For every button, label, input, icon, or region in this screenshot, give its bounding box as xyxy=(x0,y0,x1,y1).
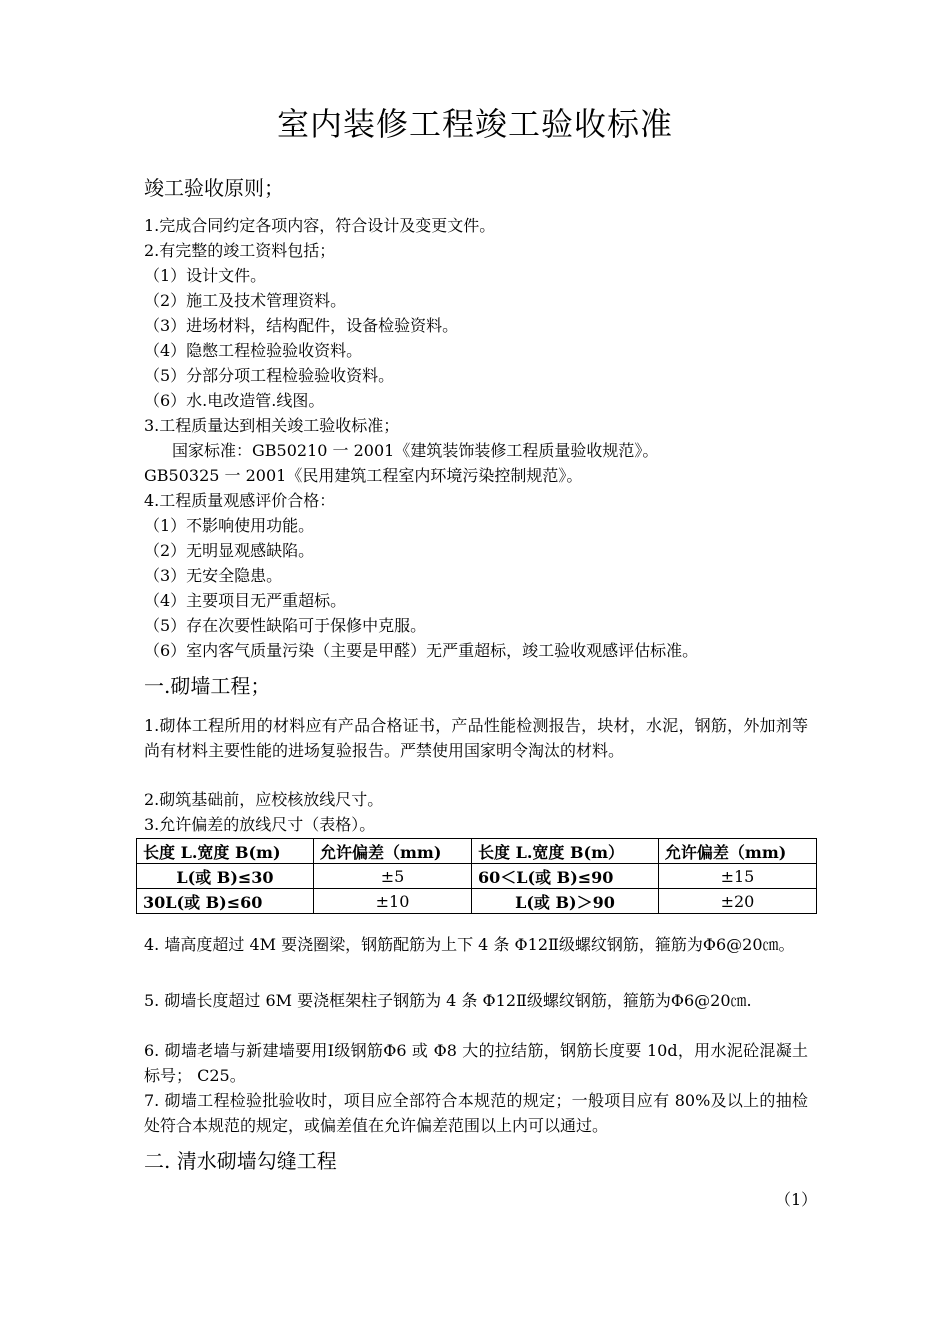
list-item: （2）施工及技术管理资料。 xyxy=(144,291,347,310)
list-item: （1）设计文件。 xyxy=(144,266,267,285)
paragraph-4: 4.工程质量观感评价合格： xyxy=(144,491,336,510)
section-heading-principles: 竣工验收原则； xyxy=(144,176,284,200)
paragraph-3: 3.工程质量达到相关竣工验收标准； xyxy=(144,416,400,435)
table-cell: 30L(或 B)≤60 xyxy=(137,889,314,914)
list-item: （2）无明显观感缺陷。 xyxy=(144,541,315,560)
list-item: （6）室内客气质量污染（主要是甲醛）无严重超标，竣工验收观感评估标准。 xyxy=(144,641,699,660)
list-item: （4）隐憋工程检验验收资料。 xyxy=(144,341,363,360)
table-cell: ±15 xyxy=(658,864,816,889)
paragraph-1: 1.完成合同约定各项内容，符合设计及变更文件。 xyxy=(144,216,496,235)
page-number: （1） xyxy=(775,1190,818,1209)
standard-line-1: 国家标准：GB50210 一 2001《建筑装饰装修工程质量验收规范》。 xyxy=(172,441,659,460)
list-item: （3）无安全隐患。 xyxy=(144,566,283,585)
table-header-cell: 长度 L.宽度 B(m) xyxy=(137,839,314,864)
document-title: 室内装修工程竣工验收标准 xyxy=(276,105,673,143)
masonry-paragraph-6: 6. 砌墙老墙与新建墙要用Ⅰ级钢筋Φ6 或 Φ8 大的拉结筋，钢筋长度要 10d，用水泥砼混凝土标号； C25。 xyxy=(144,1041,808,1085)
table-cell: 60＜L(或 B)≤90 xyxy=(472,864,659,889)
list-item: （5）分部分项工程检验验收资料。 xyxy=(144,366,395,385)
table-cell: ±20 xyxy=(658,889,816,914)
masonry-paragraph-1: 1.砌体工程所用的材料应有产品合格证书，产品性能检测报告，块材，水泥，钢筋，外加剂等尚有材料主要性能的进场复验报告。严禁使用国家明令淘汰的材料。 xyxy=(144,716,808,760)
section-heading-pointing: 二. 清水砌墙勾缝工程 xyxy=(144,1149,337,1173)
standard-line-2: GB50325 一 2001《民用建筑工程室内环境污染控制规范》。 xyxy=(144,466,583,485)
table-header-cell: 允许偏差（mm) xyxy=(313,839,471,864)
table-header-row xyxy=(137,839,817,864)
masonry-paragraph-5: 5. 砌墙长度超过 6M 要浇框架柱子钢筋为 4 条 Φ12Ⅱ级螺纹钢筋，箍筋为Φ6@20㎝. xyxy=(144,991,752,1010)
list-item: （1）不影响使用功能。 xyxy=(144,516,315,535)
masonry-paragraph-7: 7. 砌墙工程检验批验收时，项目应全部符合本规范的规定；一般项目应有 80%及以上的抽检处符合本规范的规定，或偏差值在允许偏差范围以上内可以通过。 xyxy=(144,1091,808,1135)
table-header-cell: 允许偏差（mm) xyxy=(658,839,816,864)
list-item: （3）进场材料，结构配件，设备检验资料。 xyxy=(144,316,459,335)
masonry-paragraph-3: 3.允许偏差的放线尺寸（表格）。 xyxy=(144,815,376,834)
table-cell: ±10 xyxy=(313,889,471,914)
list-item: （5）存在次要性缺陷可于保修中克服。 xyxy=(144,616,427,635)
table-row xyxy=(137,889,817,914)
section-heading-masonry: 一.砌墙工程； xyxy=(144,674,271,698)
paragraph-2: 2.有完整的竣工资料包括； xyxy=(144,241,336,260)
masonry-paragraph-2: 2.砌筑基础前，应校核放线尺寸。 xyxy=(144,790,384,809)
tolerance-table xyxy=(136,838,817,914)
table-cell: ±5 xyxy=(313,864,471,889)
table-cell: L(或 B)＞90 xyxy=(472,889,659,914)
table-row xyxy=(137,864,817,889)
table-header-cell: 长度 L.宽度 B(m） xyxy=(472,839,659,864)
table-cell: L(或 B)≤30 xyxy=(137,864,314,889)
list-item: （6）水.电改造管.线图。 xyxy=(144,391,325,410)
masonry-paragraph-4: 4. 墙高度超过 4M 要浇圈梁，钢筋配筋为上下 4 条 Φ12Ⅱ级螺纹钢筋，箍筋为Φ6@20㎝。 xyxy=(144,935,795,954)
list-item: （4）主要项目无严重超标。 xyxy=(144,591,347,610)
